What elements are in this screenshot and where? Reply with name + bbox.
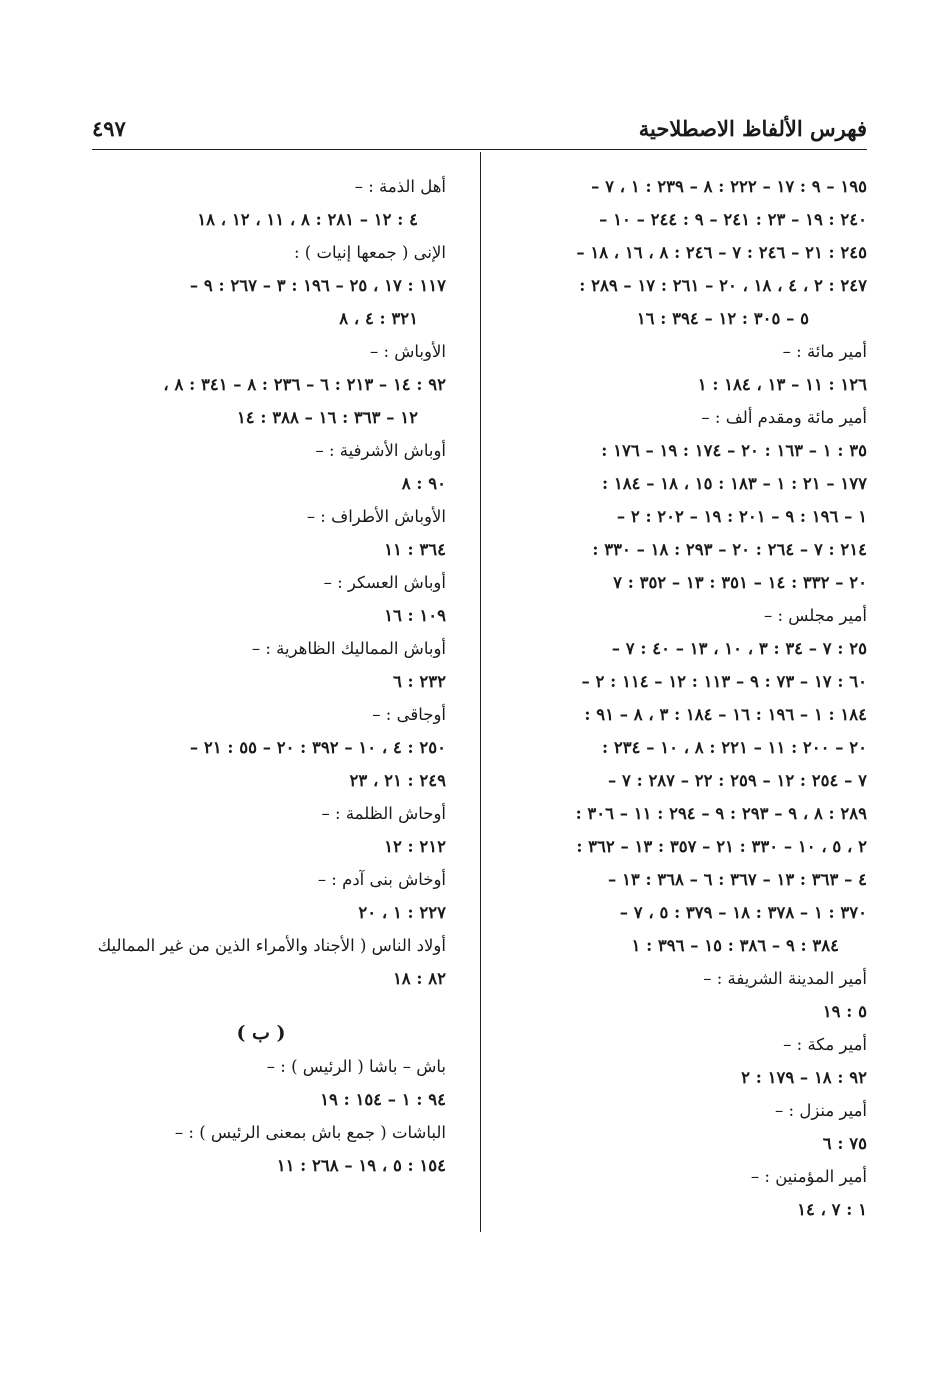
index-term: أولاد الناس ( الأجناد والأمراء الذين من غير المماليك	[97, 936, 446, 955]
index-reference: ٢٠ – ٣٣٢ : ١٤ – ٣٥١ : ١٣ – ٣٥٢ : ٧	[613, 573, 867, 592]
column-divider	[480, 152, 481, 1232]
index-reference: ٢١٤ : ٧ – ٢٦٤ : ٢٠ – ٢٩٣ : ١٨ – ٣٣٠ :	[592, 540, 867, 559]
page-title: فهرس الألفاظ الاصطلاحية	[638, 116, 867, 141]
index-reference: ٣٥ : ١ – ١٦٣ : ٢٠ – ١٧٤ : ١٩ – ١٧٦ :	[601, 441, 867, 460]
index-reference: ٩٤ : ١ – ١٥٤ : ١٩	[320, 1090, 446, 1109]
index-reference: ١٧٧ – ٢١ : ١ – ١٨٣ : ١٥ ، ١٨ – ١٨٤ :	[602, 474, 867, 493]
index-reference: ٢٥ : ٧ – ٣٤ : ٣ ، ١٠ ، ١٣ – ٤٠ : ٧ –	[611, 639, 867, 658]
index-reference: ٣٨٤ : ٩ – ٣٨٦ : ١٥ – ٣٩٦ : ١	[631, 936, 839, 955]
index-reference: ٢٨٩ : ٨ ، ٩ – ٢٩٣ : ٩ – ٢٩٤ : ١١ – ٣٠٦ :	[575, 804, 867, 823]
index-reference: ٢٣٢ : ٦	[392, 672, 446, 691]
index-column-left	[76, 170, 446, 1182]
index-term: أمير مائة ومقدم ألف : –	[701, 408, 867, 427]
index-reference: ١٨٤ : ١ – ١٩٦ : ١٦ – ١٨٤ : ٣ ، ٨ – ٩١ :	[584, 705, 867, 724]
index-column-right	[512, 170, 867, 1226]
index-reference: ٣٦٤ : ١١	[384, 540, 446, 559]
index-reference: ٩٢ : ١٨ – ١٧٩ : ٢	[741, 1068, 867, 1087]
index-reference: ٧ – ٢٥٤ : ١٢ – ٢٥٩ : ٢٢ – ٢٨٧ : ٧ –	[607, 771, 867, 790]
index-term: باش – باشا ( الرئيس ) : –	[266, 1057, 446, 1076]
index-reference: ٢٤٥ : ٢١ – ٢٤٦ : ٧ – ٢٤٦ : ٨ ، ١٦ ، ١٨ –	[576, 243, 867, 262]
index-reference: ٥ – ٣٠٥ : ١٢ – ٣٩٤ : ١٦	[636, 309, 809, 328]
index-reference: ١٥٤ : ٥ ، ١٩ – ٢٦٨ : ١١	[276, 1156, 446, 1175]
index-reference: ١٠٩ : ١٦	[384, 606, 446, 625]
index-reference: ٣٢١ : ٤ ، ٨	[339, 309, 418, 328]
index-reference: ٢٠ – ٢٠٠ : ١١ – ٢٢١ : ٨ ، ١٠ – ٢٣٤ :	[602, 738, 867, 757]
index-term: أوباش العسكر : –	[323, 573, 446, 592]
page-number: ٤٩٧	[92, 116, 126, 141]
index-reference: ٤ – ٣٦٣ : ١٣ – ٣٦٧ : ٦ – ٣٦٨ : ١٣ –	[607, 870, 867, 889]
index-term: الأوباش : –	[369, 342, 446, 361]
index-reference: ٢٢٧ : ١ ، ٢٠	[358, 903, 446, 922]
index-reference: ١ – ١٩٦ : ٩ – ٢٠١ : ١٩ – ٢٠٢ : ٢ –	[616, 507, 867, 526]
index-term: أمير المدينة الشريفة : –	[703, 969, 867, 988]
index-reference: ١٢ – ٣٦٣ : ١٦ – ٣٨٨ : ١٤	[236, 408, 418, 427]
index-reference: ١٢٦ : ١١ – ١٣ ، ١٨٤ : ١	[697, 375, 867, 394]
index-term: أوحاش الظلمة : –	[321, 804, 446, 823]
index-reference: ٩٠ : ٨	[401, 474, 446, 493]
index-reference: ٤ : ١٢ – ٢٨١ : ٨ ، ١١ ، ١٢ ، ١٨	[197, 210, 418, 229]
index-reference: ٥ : ١٩	[822, 1002, 867, 1021]
index-term: أمير مائة : –	[782, 342, 867, 361]
index-reference: ١ : ٧ ، ١٤	[797, 1200, 867, 1219]
index-term: أوجاقى : –	[372, 705, 446, 724]
page-header	[92, 112, 867, 148]
section-heading: ( ب )	[236, 1022, 286, 1044]
index-reference: ٢٤٠ : ١٩ – ٢٣ : ٢٤١ – ٩ : ٢٤٤ – ١٠ –	[599, 210, 867, 229]
index-reference: ١١٧ : ١٧ ، ٢٥ – ١٩٦ : ٣ – ٢٦٧ : ٩ –	[189, 276, 446, 295]
index-term: أمير مجلس : –	[763, 606, 867, 625]
index-term: أوخاش بنى آدم : –	[317, 870, 446, 889]
index-reference: ٦٠ : ١٧ – ٧٣ : ٩ – ١١٣ : ١٢ – ١١٤ : ٢ –	[581, 672, 867, 691]
index-term: الباشات ( جمع باش بمعنى الرئيس ) : –	[174, 1123, 446, 1142]
index-reference: ٢ ، ٥ ، ١٠ – ٣٣٠ : ٢١ – ٣٥٧ : ١٣ – ٣٦٢ :	[576, 837, 867, 856]
index-reference: ٩٢ : ١٤ – ٢١٣ : ٦ – ٢٣٦ : ٨ – ٣٤١ : ٨ ،	[163, 375, 446, 394]
index-reference: ٧٥ : ٦	[822, 1134, 867, 1153]
index-term: أوباش الأشرفية : –	[315, 441, 446, 460]
index-term: أهل الذمة : –	[354, 177, 446, 196]
index-reference: ٨٢ : ١٨	[392, 969, 446, 988]
index-term: أوباش المماليك الظاهرية : –	[251, 639, 446, 658]
index-term: الأوباش الأطراف : –	[306, 507, 446, 526]
index-reference: ٣٧٠ : ١ – ٣٧٨ : ١٨ – ٣٧٩ : ٥ ، ٧ –	[619, 903, 867, 922]
index-term: أمير مكة : –	[783, 1035, 867, 1054]
index-term: أمير منزل : –	[775, 1101, 867, 1120]
header-rule	[92, 149, 867, 150]
index-reference: ٢٤٧ : ٢ ، ٤ ، ١٨ ، ٢٠ – ٢٦١ : ١٧ – ٢٨٩ :	[579, 276, 867, 295]
index-reference: ٢١٢ : ١٢	[384, 837, 446, 856]
index-term: أمير المؤمنين : –	[750, 1167, 867, 1186]
index-reference: ٢٥٠ : ٤ ، ١٠ – ٣٩٢ : ٢٠ – ٥٥ : ٢١ –	[189, 738, 446, 757]
index-term: الإنى ( جمعها إنيات ) :	[293, 243, 446, 262]
index-reference: ٢٤٩ : ٢١ ، ٢٣	[349, 771, 446, 790]
index-reference: ١٩٥ – ٩ : ١٧ – ٢٢٢ : ٨ – ٢٣٩ : ١ ، ٧ –	[591, 177, 867, 196]
